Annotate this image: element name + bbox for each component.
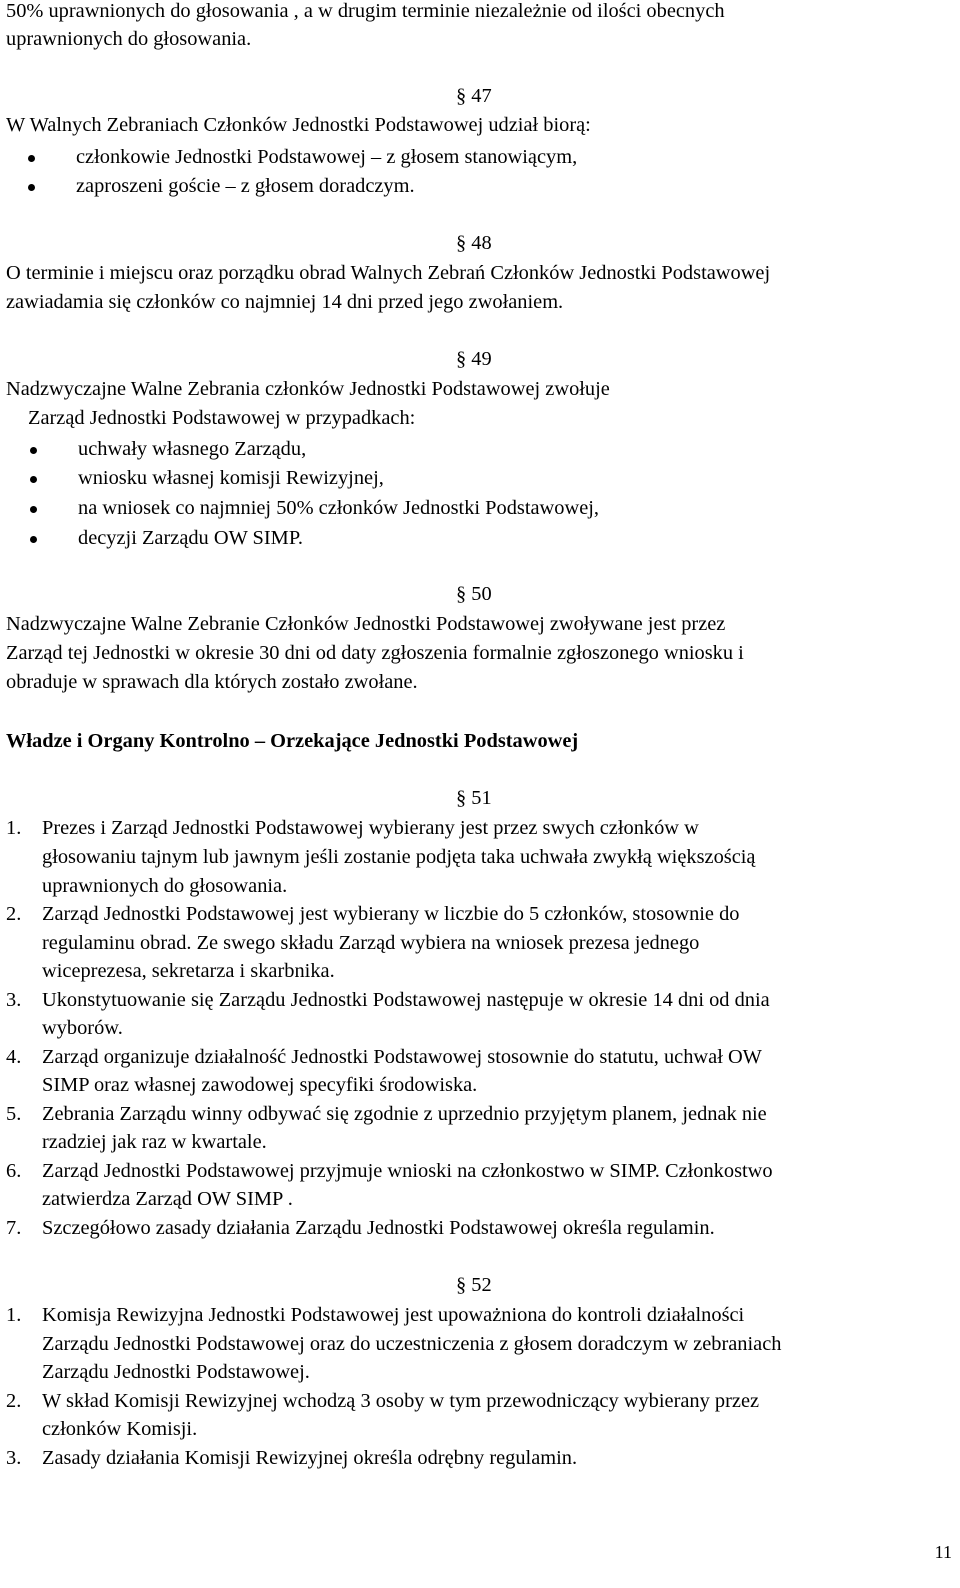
section-50-label: § 50 [456,583,492,605]
paragraph-line: Nadzwyczajne Walne Zebranie Członków Jednostki Podstawowej zwoływane jest przez [6,613,726,635]
section-49-label: § 49 [456,348,492,370]
paragraph-line: obraduje w sprawach dla których zostało zwołane. [6,671,418,693]
bullet-icon [30,476,37,483]
section-49-lead: Zarząd Jednostki Podstawowej w przypadkach: [28,407,416,429]
paragraph-line: O terminie i miejscu oraz porządku obrad Walnych Zebrań Członków Jednostki Podstawowej [6,262,771,284]
section-52-label: § 52 [456,1274,492,1296]
bullet-icon [30,536,37,543]
page-number: 11 [934,1542,952,1562]
intro-line: uprawnionych do głosowania. [6,28,252,50]
document-page: 50% uprawnionych do głosowania , a w drugim terminie niezależnie od ilości obecnych uprawnionych do głosowania. § 47 W Walnych Zebraniach Członków Jednostki Podstawowej udział biorą: członkowie Jednostki Podstawowej – z głosem stanowiącym, zaproszeni goście – z głosem doradczym. § 48 O terminie i miejscu oraz porządku obrad Walnych Zebrań Członków Jednostki Podstawowej zawiadamia się członków co najmniej 14 dni przed jego zwołaniem. § 49 Nadzwyczajne Walne Zebrania członków Jednostki Podstawowej zwołuje Zarząd Jednostki Podstawowej w przypadkach: uchwały własnego Zarządu, wniosku własnej komisji Rewizyjnej, na wniosek co najmniej 50% członków Jednostki Podstawowej, decyzji Zarządu OW SIMP. § 50 Nadzwyczajne Walne Zebranie Członków Jednostki Podstawowej zwoływane jest przez Zarząd tej Jednostki w okresie 30 dni od daty zgłoszenia formalnie zgłoszonego wniosku i obraduje w sprawach dla których zostało zwołane. Władze i Organy Kontrolno – Orzekające Jednostki Podstawowej § 51 1. Prezes i Zarząd Jednostki Podstawowej wybierany jest przez swych członków w głosowaniu tajnym lub jawnym jeśli zostanie podjęta taka uchwała zwykłą większością uprawnionych do głosowania. 2. Zarząd Jednostki Podstawowej jest wybierany w liczbie do 5 członków, stosownie do regulaminu obrad. Ze swego składu Zarząd wybiera na wniosek prezesa jednego wiceprezesa, sekretarza i skarbnika. 3. Ukonstytuowanie się Zarządu Jednostki Podstawowej następuje w okresie 14 dni od dnia wyborów. 4. Zarząd organizuje działalność Jednostki Podstawowej stosownie do statutu, uchwał OW SIMP oraz własnej zawodowej specyfiki środowiska. 5. Zebrania Zarządu winny odbywać się zgodnie z uprzednio przyjętym planem, jednak nie rzadziej jak raz w kwartale. 6. Zarząd Jednostki Podstawowej przyjmuje wnioski na członkostwo w SIMP. Członkostwo zatwierdza Zarząd OW SIMP . 7. Szczegółowo zasady działania Zarządu Jednostki Podstawowej określa regulamin. § 52 1. Komisja Rewizyjna Jednostki Podstawowej jest upoważniona do kontroli działalności Zarządu Jednostki Podstawowej oraz do uczestniczenia z głosem doradczym w zebraniach Zarządu Jednostki Podstawowej. 2. W skład Komisji Rewizyjnej wchodzą 3 osoby w tym przewodniczący wybierany przez członków Komisji. 3. Zasady działania Komisji Rewizyjnej określa odrębny regulamin. 11 [0,0,960,1588]
section-47-label: § 47 [456,85,492,107]
intro-line: 50% uprawnionych do głosowania , a w drugim terminie niezależnie od ilości obecnych [6,0,725,22]
section-heading: Władze i Organy Kontrolno – Orzekające Jednostki Podstawowej [6,730,579,752]
bullet-icon [30,447,37,454]
section-49-lead: Nadzwyczajne Walne Zebrania członków Jednostki Podstawowej zwołuje [6,378,610,400]
bullet-icon [30,506,37,513]
paragraph-line: Zarząd tej Jednostki w okresie 30 dni od daty zgłoszenia formalnie zgłoszonego wniosku i [6,642,744,664]
section-51-label: § 51 [456,787,492,809]
bullet-icon [28,184,35,191]
bullet-icon [28,155,35,162]
section-47-lead: W Walnych Zebraniach Członków Jednostki Podstawowej udział biorą: [6,114,591,136]
section-48-label: § 48 [456,232,492,254]
paragraph-line: zawiadamia się członków co najmniej 14 dni przed jego zwołaniem. [6,291,564,313]
